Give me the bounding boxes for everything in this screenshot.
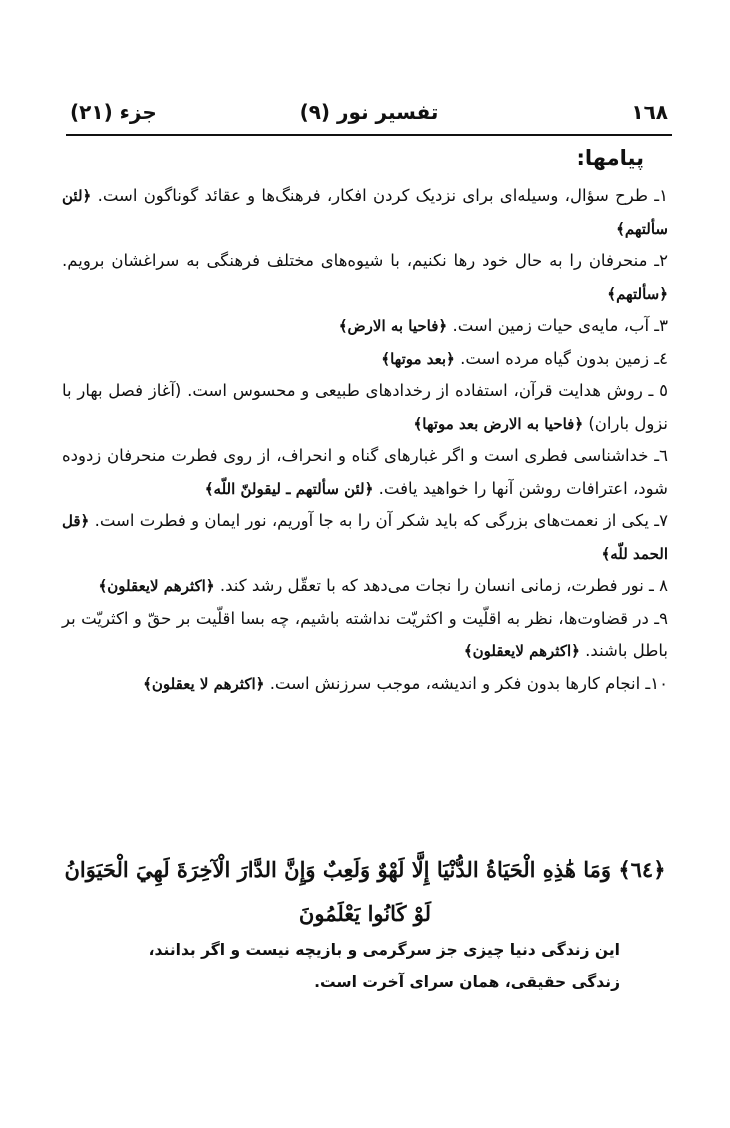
header-divider — [66, 134, 672, 136]
item-quote: ﴿اکثرهم لا یعقلون﴾ — [143, 674, 265, 693]
quran-verse: ﴿٦٤﴾ وَمَا هَٰذِهِ الْحَيَاةُ الدُّنْيَا إِلَّا لَهْوٌ وَلَعِبٌ وَإِنَّ الدَّارَ الْآخِرَةَ لَهِيَ الْحَيَوَانُ لَوْ كَانُوا يَعْلَمُونَ — [64, 857, 666, 926]
book-title: تفسیر نور (٩) — [299, 100, 439, 124]
item-quote: ﴿اکثرهم لایعقلون﴾ — [98, 577, 215, 595]
item-text: ٧ـ یکی از نعمت‌های بزرگی که باید شکر آن را به جا آوریم، نور ایمان و فطرت است. — [94, 511, 668, 530]
messages-heading: پیامها: — [576, 146, 644, 170]
list-item — [62, 603, 668, 668]
item-text: ١٠ـ انجام کارها بدون فکر و اندیشه، موجب سرزنش است. — [269, 673, 668, 693]
list-item — [62, 310, 668, 343]
item-text: ٥ ـ روش هدایت قرآن، استفاده از رخدادهای طبیعی و محسوس است. (آغاز فصل بهار با نزول باران) — [62, 381, 668, 433]
item-quote: ﴿بعد موتها﴾ — [381, 349, 455, 368]
list-item — [62, 375, 668, 440]
list-item — [62, 505, 668, 570]
messages-list — [62, 180, 668, 700]
item-quote: ﴿اکثرهم لایعقلون﴾ — [463, 642, 580, 660]
juz-label: جزء (٢١) — [70, 100, 157, 124]
item-quote: ﴿لئن سألتهم﴾ — [62, 187, 668, 238]
list-item — [62, 440, 668, 505]
list-item — [62, 570, 668, 603]
item-quote: ﴿فاحیا به الارض﴾ — [338, 317, 448, 335]
page-header — [70, 100, 668, 130]
item-quote: ﴿لئن سألتهم ـ لیقولنّ اللّه﴾ — [204, 479, 374, 498]
list-item — [62, 180, 668, 245]
item-text: ٦ـ خداشناسی فطری است و اگر غبارهای گناه و انحراف، از روی فطرت منحرفان زدوده شود، اعترافات روشن آنها را خواهید یافت. — [62, 446, 668, 498]
list-item — [62, 343, 668, 376]
page-number: ١٦٨ — [631, 100, 668, 124]
item-text: ٢ـ منحرفان را به حال خود رها نکنیم، با شیوه‌های مختلف فرهنگی به سراغشان برویم. — [62, 251, 668, 270]
list-item — [62, 668, 668, 701]
list-item — [62, 245, 668, 310]
item-quote: ﴿قل الحمد للّه﴾ — [62, 512, 668, 563]
verse-translation: این زندگی دنیا چیزی جز سرگرمی و بازیچه نیست و اگر بدانند، زندگی حقیقی، همان سرای آخرت است. — [148, 941, 620, 991]
item-text: ١ـ طرح سؤال، وسیله‌ای برای نزدیک کردن افکار، فرهنگ‌ها و عقائد گوناگون است. — [97, 186, 669, 205]
item-quote: ﴿فاحیا به الارض بعد موتها﴾ — [413, 414, 584, 433]
item-quote: ﴿سألتهم﴾ — [607, 284, 668, 303]
item-text: ٤ـ زمین بدون گیاه مرده است. — [460, 348, 668, 368]
item-text: ٩ـ در قضاوت‌ها، نظر به اقلّیت و اکثریّت نداشته باشیم، چه بسا اقلّیت بر حقّ و اکثریّت بر باطل باشند. — [62, 608, 668, 660]
item-text: ٣ـ آب، مایه‌ی حیات زمین است. — [452, 316, 668, 335]
item-text: ٨ ـ نور فطرت، زمانی انسان را نجات می‌دهد که با تعقّل رشد کند. — [219, 576, 668, 595]
